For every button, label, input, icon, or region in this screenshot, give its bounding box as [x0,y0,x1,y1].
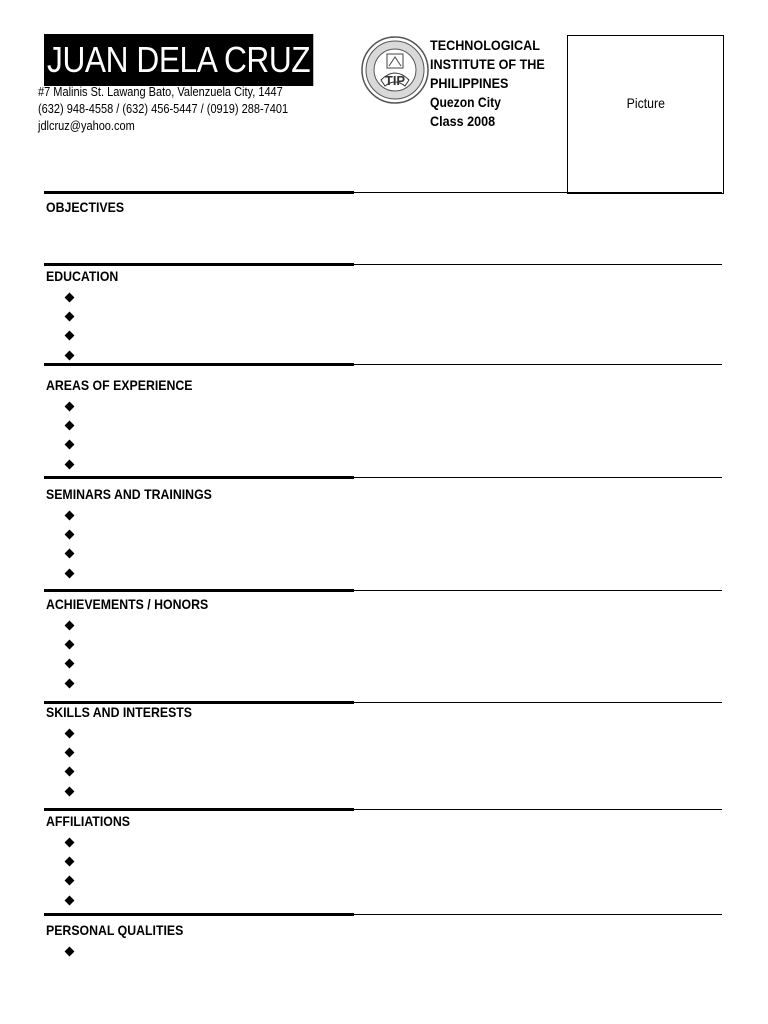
diamond-bullet-icon [65,838,75,848]
diamond-bullet-icon [65,857,75,867]
list-item [44,743,724,762]
section-achievements [44,596,724,693]
list-item [44,564,724,583]
contact-block [38,84,288,135]
section-divider [354,477,722,478]
diamond-bullet-icon [65,947,75,957]
diamond-bullet-icon [65,659,75,669]
diamond-bullet-icon [65,729,75,739]
list-item [44,435,724,454]
email: jdlcruz@yahoo.com [38,119,135,133]
diamond-bullet-icon [65,459,75,469]
diamond-bullet-icon [65,549,75,559]
diamond-bullet-icon [65,678,75,688]
list-item [44,871,724,890]
phone-numbers: (632) 948-4558 / (632) 456-5447 / (0919) 288-7401 [38,102,289,116]
class-year: Class 2008 [430,113,496,129]
diamond-bullet-icon [65,511,75,521]
list-item [44,397,724,416]
diamond-bullet-icon [65,895,75,905]
section-title: AFFILIATIONS [46,813,130,829]
list-item [44,288,724,307]
section-title: EDUCATION [46,268,119,284]
section-divider [44,476,354,479]
diamond-bullet-icon [65,767,75,777]
diamond-bullet-icon [65,568,75,578]
section-divider [354,702,722,703]
list-item [44,724,724,743]
list-item [44,635,724,654]
list-item [44,674,724,693]
diamond-bullet-icon [65,876,75,886]
list-item [44,346,724,365]
section-divider [44,808,354,811]
school-info [430,36,545,131]
diamond-bullet-icon [65,748,75,758]
diamond-bullet-icon [65,293,75,303]
list-item [44,891,724,910]
school-line-3: PHILIPPINES [430,75,509,91]
diamond-bullet-icon [65,402,75,412]
school-city: Quezon City [430,95,501,110]
section-divider [354,914,722,915]
address: #7 Malinis St. Lawang Bato, Valenzuela City, 1447 [38,85,283,99]
section-objectives [44,199,724,219]
section-divider [354,590,722,591]
diamond-bullet-icon [65,312,75,322]
section-seminars [44,486,724,583]
section-divider [354,264,722,265]
list-item [44,307,724,326]
diamond-bullet-icon [65,440,75,450]
diamond-bullet-icon [65,350,75,360]
section-divider [354,809,722,810]
section-divider [44,191,354,194]
list-item [44,833,724,852]
list-item [44,455,724,474]
list-item [44,506,724,525]
list-item [44,654,724,673]
section-education [44,268,724,365]
diamond-bullet-icon [65,421,75,431]
section-qualities [44,922,724,961]
list-item [44,782,724,801]
school-line-1: TECHNOLOGICAL [430,37,540,53]
list-item [44,616,724,635]
section-title: SKILLS AND INTERESTS [46,704,193,720]
section-experience [44,377,724,474]
school-line-2: INSTITUTE OF THE [430,56,545,72]
section-divider [44,263,354,266]
diamond-bullet-icon [65,621,75,631]
photo-label: Picture [626,94,665,111]
list-item [44,326,724,345]
section-divider [44,913,354,916]
list-item [44,416,724,435]
name-banner [44,34,313,86]
diamond-bullet-icon [65,640,75,650]
section-title: SEMINARS AND TRAININGS [46,486,212,502]
photo-placeholder [567,35,724,194]
list-item [44,525,724,544]
list-item [44,852,724,871]
diamond-bullet-icon [65,786,75,796]
diamond-bullet-icon [65,331,75,341]
list-item [44,942,724,961]
section-title: ACHIEVEMENTS / HONORS [46,596,209,612]
section-title: OBJECTIVES [46,199,125,215]
full-name: JUAN DELA CRUZ [47,39,311,80]
list-item [44,762,724,781]
section-title: AREAS OF EXPERIENCE [46,377,193,393]
section-divider [354,192,722,193]
section-divider [44,589,354,592]
section-affiliations [44,813,724,910]
diamond-bullet-icon [65,530,75,540]
section-title: PERSONAL QUALITIES [46,922,184,938]
section-skills [44,704,724,801]
seal-label: TIP [384,73,406,88]
school-seal-icon [361,36,429,104]
list-item [44,544,724,563]
